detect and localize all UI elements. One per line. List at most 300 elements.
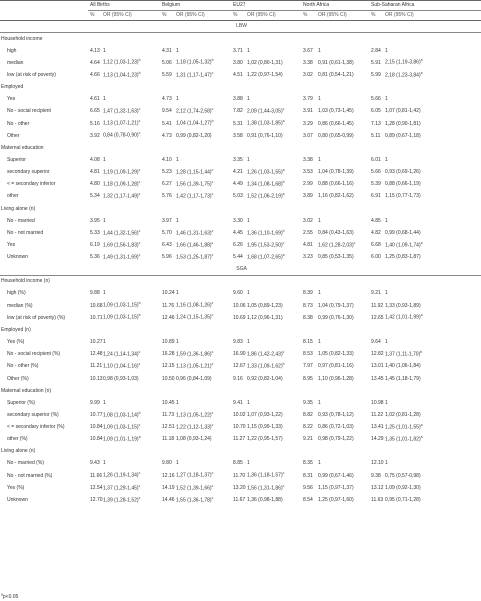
percent-cell (88, 239, 101, 251)
percent-cell (88, 349, 101, 361)
pct-header: % (369, 11, 383, 21)
cell-value: 5.66 (371, 96, 381, 103)
cell-value: 0,89 (0,67-1,18) (385, 132, 421, 139)
percent-cell (301, 130, 316, 142)
cell-value: 1 (176, 399, 179, 406)
or-ci-cell (245, 470, 301, 482)
cell-value: 1,16 (0,82-1,62) (318, 193, 354, 200)
significance-marker: c (211, 410, 214, 415)
cell-value: 6.43 (162, 242, 172, 249)
percent-cell (231, 69, 245, 81)
percent-cell (231, 397, 245, 409)
significance-marker: c (282, 349, 285, 354)
cell-value: 5.66 (371, 169, 381, 176)
or-ci-cell (316, 434, 369, 446)
table-row (0, 482, 481, 494)
cell-value: 7.82 (233, 108, 243, 115)
or-ci-cell (174, 94, 231, 106)
row-label: No - married (%) (7, 460, 44, 467)
cell-value: 1 (103, 290, 106, 297)
percent-cell (301, 69, 316, 81)
percent-cell (369, 422, 383, 434)
cell-value: 2,18 (1,23-3,84) (385, 72, 421, 79)
percent-cell (88, 154, 101, 166)
percent-cell (301, 422, 316, 434)
cell-value: 4.66 (90, 71, 100, 78)
footnote (1, 594, 18, 600)
cell-value: 5.33 (90, 229, 100, 236)
group-header-label: Belgium (162, 2, 181, 8)
or-ci-cell (174, 45, 231, 57)
row-label: high (7, 47, 17, 54)
variable-group-row (0, 203, 481, 215)
or-ci-cell (101, 397, 160, 409)
cell-value: 11.27 (233, 436, 246, 443)
cell-value: 0,84 (0,43-1,63) (318, 229, 354, 236)
significance-marker: c (211, 301, 214, 306)
cell-value: 1,56 (1,39-1,75) (176, 181, 212, 188)
cell-value: 4.73 (162, 96, 172, 103)
percent-cell (160, 470, 174, 482)
cell-value: 1 (318, 338, 321, 345)
cell-value: 1,09 (1,03-1,15) (103, 302, 139, 309)
cell-value: 1,37 (1,11-1,70) (385, 351, 421, 358)
significance-marker: c (138, 119, 141, 124)
or-ci-cell (101, 94, 160, 106)
cell-value: 1 (385, 399, 388, 406)
or-ci-cell (383, 288, 481, 300)
significance-marker: b (211, 58, 214, 63)
cell-value: 1,15 (0,77-1,73) (385, 193, 421, 200)
cell-value: 1,31 (1,17-1,47) (176, 72, 212, 79)
significance-marker: a (138, 434, 141, 439)
or-ci-cell (383, 373, 481, 385)
cell-value: 1,08 (0,93-1,24) (176, 436, 212, 443)
or-ci-cell (174, 118, 231, 130)
or-ci-cell (383, 167, 481, 179)
percent-cell (369, 179, 383, 191)
percent-cell (369, 239, 383, 251)
or-ci-cell (383, 422, 481, 434)
or-ci-cell (101, 409, 160, 421)
percent-cell (369, 312, 383, 324)
cell-value: 1,55 (1,36-1,78) (176, 497, 212, 504)
percent-cell (369, 94, 383, 106)
or-ci-cell (101, 494, 160, 506)
cell-value: 6.05 (371, 108, 381, 115)
or-ci-cell (316, 130, 369, 142)
cell-value: 9.99 (90, 399, 100, 406)
significance-marker: c (282, 483, 285, 488)
cell-value: 1,25 (0,83-1,87) (385, 254, 421, 261)
percent-cell (231, 361, 245, 373)
cell-value: 12.67 (233, 363, 246, 370)
cell-value: 11.21 (90, 363, 103, 370)
cell-value: 9.21 (303, 436, 313, 443)
or-ci-cell (316, 361, 369, 373)
table-row (0, 252, 481, 264)
significance-marker: a (282, 252, 285, 257)
cell-value: 1,25 (0,97-1,60) (318, 497, 354, 504)
cell-value: 1,28 (0,90-1,81) (385, 120, 421, 127)
or-ci-cell (316, 336, 369, 348)
cell-value: 5.06 (162, 59, 172, 66)
cell-value: 0,91 (0,76-1,10) (247, 132, 283, 139)
percent-cell (88, 215, 101, 227)
significance-marker: c (282, 240, 285, 245)
cell-value: 4.82 (371, 229, 381, 236)
or-ci-cell (101, 361, 160, 373)
cell-value: 1,03 (0,73-1,45) (318, 108, 354, 115)
cell-value: 1,08 (1,03-1,14) (103, 412, 139, 419)
significance-marker: c (211, 471, 214, 476)
cell-value: 5.59 (162, 71, 172, 78)
significance-marker: c (138, 495, 141, 500)
cell-value: 1 (247, 217, 250, 224)
cell-value: 4.85 (371, 217, 381, 224)
cell-value: 0,84 (0,78-0,90) (103, 133, 139, 140)
cell-value: 1,10 (1,04-1,16) (103, 363, 139, 370)
cell-value: 1,69 (1,56-1,83) (103, 242, 139, 249)
or-ci-cell (316, 69, 369, 81)
cell-value: 1,15 (0,99-1,33) (247, 424, 283, 431)
cell-value: 1,86 (1,42-2,43) (247, 351, 283, 358)
cell-value: 5.03 (233, 193, 243, 200)
or-ci-cell (316, 215, 369, 227)
cell-value: 13.01 (371, 363, 384, 370)
percent-cell (301, 494, 316, 506)
percent-cell (231, 215, 245, 227)
cell-value: 1 (247, 156, 250, 163)
cell-value: 1 (103, 217, 106, 224)
group-header-label: Sub-Saharan Africa (371, 2, 415, 8)
percent-cell (369, 409, 383, 421)
cell-value: 9.38 (371, 472, 381, 479)
cell-value: 1,13 (1,07-1,21) (103, 120, 139, 127)
cell-value: 1,12 (0,96-1,31) (247, 314, 283, 321)
or-ci-cell (101, 300, 160, 312)
significance-marker: c (282, 471, 285, 476)
or-ci-cell (245, 69, 301, 81)
percent-cell (231, 312, 245, 324)
cell-value: 1 (385, 217, 388, 224)
or-ci-cell (245, 191, 301, 203)
percent-cell (88, 167, 101, 179)
percent-cell (369, 482, 383, 494)
cell-value: 10.71 (90, 314, 103, 321)
cell-value: 3.88 (233, 96, 243, 103)
cell-value: 1,56 (1,31-1,86) (247, 485, 283, 492)
table-row (0, 118, 481, 130)
or-ci-cell (101, 130, 160, 142)
or-ci-cell (174, 361, 231, 373)
percent-cell (369, 215, 383, 227)
or-ci-cell (101, 215, 160, 227)
cell-value: 5.36 (90, 254, 100, 261)
or-ci-cell (316, 397, 369, 409)
cell-value: 1 (385, 338, 388, 345)
cell-value: 1 (318, 217, 321, 224)
cell-value: 9.64 (371, 338, 381, 345)
cell-value: 3.02 (303, 71, 313, 78)
percent-cell (160, 336, 174, 348)
or-header: OR (95% CI) (174, 11, 231, 21)
row-label: low (at risk of poverty) (7, 71, 56, 78)
significance-marker: c (138, 422, 141, 427)
percent-cell (369, 397, 383, 409)
cell-value: 3.02 (303, 217, 313, 224)
or-ci-cell (174, 252, 231, 264)
or-ci-cell (316, 154, 369, 166)
cell-value: 4.61 (90, 96, 100, 103)
cell-value: 1,59 (1,36-1,86) (176, 351, 212, 358)
table-row (0, 458, 481, 470)
or-ci-cell (245, 227, 301, 239)
percent-cell (301, 409, 316, 421)
cell-value: 0,93 (0,78-1,12) (318, 411, 354, 418)
cell-value: 1 (247, 338, 250, 345)
or-ci-cell (316, 482, 369, 494)
percent-cell (231, 434, 245, 446)
cell-value: 11.92 (371, 302, 384, 309)
cell-value: 10.50 (162, 375, 175, 382)
cell-value: 4.51 (233, 71, 243, 78)
cell-value: 1,95 (1,53-2,50) (247, 242, 283, 249)
cell-value: 2.99 (303, 181, 313, 188)
table-row (0, 300, 481, 312)
percent-cell (231, 288, 245, 300)
or-header: OR (95% CI) (316, 11, 369, 21)
cell-value: 3.95 (90, 217, 100, 224)
percent-cell (231, 373, 245, 385)
cell-value: 3.38 (303, 59, 313, 66)
cell-value: 16.90 (233, 351, 246, 358)
cell-value: 0,99 (0,76-1,30) (318, 314, 354, 321)
significance-marker: a (420, 434, 423, 439)
percent-cell (231, 300, 245, 312)
cell-value: 1,10 (0,96-1,28) (318, 375, 354, 382)
or-ci-cell (316, 422, 369, 434)
variable-group-title: Maternal education (1, 144, 44, 151)
or-ci-cell (101, 349, 160, 361)
percent-cell (160, 494, 174, 506)
significance-marker: a (420, 240, 423, 245)
percent-cell (160, 373, 174, 385)
cell-value: 10.45 (162, 399, 175, 406)
cell-value: 1,44 (1,32-1,56) (103, 230, 139, 237)
cell-value: 8.35 (303, 460, 313, 467)
percent-cell (160, 482, 174, 494)
cell-value: 9.60 (233, 290, 243, 297)
header-corner (0, 1, 88, 11)
percent-cell (160, 179, 174, 191)
table-row (0, 167, 481, 179)
cell-value: 1,05 (0,82-1,33) (318, 351, 354, 358)
or-ci-cell (245, 494, 301, 506)
cell-value: 0,99 (0,67-1,46) (318, 472, 354, 479)
row-label: median (%) (7, 302, 33, 309)
table-body (0, 21, 481, 507)
percent-cell (88, 118, 101, 130)
percent-cell (160, 154, 174, 166)
cell-value: 8.15 (303, 338, 313, 345)
or-ci-cell (245, 397, 301, 409)
significance-marker: c (138, 167, 141, 172)
cell-value: 1 (318, 460, 321, 467)
row-label: Superior (7, 156, 26, 163)
or-ci-cell (316, 349, 369, 361)
variable-group-title: Maternal education (n) (1, 387, 52, 394)
cell-value: 1,22 (1,12-1,33) (176, 424, 212, 431)
cell-value: 1 (176, 156, 179, 163)
or-ci-cell (245, 94, 301, 106)
or-ci-cell (383, 349, 481, 361)
or-ci-cell (245, 288, 301, 300)
cell-value: 1,36 (1,18-1,57) (247, 472, 283, 479)
significance-marker: a (420, 313, 423, 318)
cell-value: 1 (176, 217, 179, 224)
percent-cell (301, 45, 316, 57)
percent-cell (301, 167, 316, 179)
variable-group-title: Household income (1, 35, 43, 42)
cell-value: 6.68 (371, 242, 381, 249)
or-ci-cell (101, 373, 160, 385)
or-ci-cell (101, 470, 160, 482)
or-ci-cell (316, 227, 369, 239)
percent-cell (301, 434, 316, 446)
or-ci-cell (245, 252, 301, 264)
significance-marker: c (211, 107, 214, 112)
or-ci-cell (245, 373, 301, 385)
percent-cell (160, 167, 174, 179)
or-ci-cell (101, 434, 160, 446)
significance-marker: b (282, 228, 285, 233)
table-row (0, 397, 481, 409)
cell-value: 3.79 (303, 96, 313, 103)
or-ci-cell (174, 227, 231, 239)
percent-cell (160, 191, 174, 203)
or-ci-cell (383, 397, 481, 409)
or-ci-cell (383, 154, 481, 166)
or-ci-cell (245, 45, 301, 57)
cell-value: 1,37 (1,29-1,45) (103, 485, 139, 492)
cell-value: 9.41 (233, 399, 243, 406)
percent-cell (160, 458, 174, 470)
variable-group-row (0, 82, 481, 94)
cell-value: 2,12 (1,74-2,58) (176, 108, 212, 115)
percent-cell (301, 288, 316, 300)
cell-value: 12.70 (90, 497, 103, 504)
cell-value: 13.45 (371, 375, 384, 382)
or-ci-cell (101, 422, 160, 434)
group-header-row (0, 1, 481, 11)
or-ci-cell (245, 482, 301, 494)
cell-value: 6.27 (162, 181, 172, 188)
percent-cell (369, 470, 383, 482)
percent-cell (88, 409, 101, 421)
cell-value: 10.84 (90, 436, 103, 443)
cell-value: 1 (247, 96, 250, 103)
or-ci-cell (383, 45, 481, 57)
or-header: OR (95% CI) (383, 11, 481, 21)
variable-group-title: Living alone (n) (1, 205, 36, 212)
percent-cell (301, 179, 316, 191)
table-row (0, 227, 481, 239)
cell-value: 0,98 (0,93-1,03) (103, 375, 139, 382)
percent-cell (88, 397, 101, 409)
percent-cell (369, 252, 383, 264)
group-header (160, 1, 231, 11)
or-ci-cell (101, 179, 160, 191)
subheader-row (0, 11, 481, 21)
or-ci-cell (174, 409, 231, 421)
row-label: secondary superior (7, 169, 50, 176)
percent-cell (231, 118, 245, 130)
pct-header: % (301, 11, 316, 21)
percent-cell (88, 179, 101, 191)
cell-value: 4.64 (90, 59, 100, 66)
cell-value: 1,40 (1,06-1,84) (385, 363, 421, 370)
cell-value: 6.19 (90, 242, 100, 249)
cell-value: 11.18 (162, 436, 175, 443)
percent-cell (231, 179, 245, 191)
cell-value: 12.16 (162, 472, 175, 479)
row-label: median (7, 59, 24, 66)
cell-value: 1,52 (1,39-1,66) (176, 485, 212, 492)
or-ci-cell (245, 300, 301, 312)
table-row (0, 494, 481, 506)
percent-cell (301, 361, 316, 373)
cell-value: 3.80 (233, 59, 243, 66)
percent-cell (160, 300, 174, 312)
or-ci-cell (174, 434, 231, 446)
cell-value: 12.82 (371, 351, 384, 358)
significance-marker: c (211, 179, 214, 184)
or-ci-cell (174, 106, 231, 118)
footnote-text: p<0.05 (2, 594, 19, 600)
table-row (0, 312, 481, 324)
cell-value: 1,09 (0,92-1,30) (385, 484, 421, 491)
cell-value: 10.84 (90, 424, 103, 431)
percent-cell (231, 45, 245, 57)
percent-cell (160, 409, 174, 421)
percent-cell (231, 239, 245, 251)
cell-value: 1,15 (0,97-1,37) (318, 484, 354, 491)
cell-value: 6.91 (371, 193, 381, 200)
percent-cell (88, 69, 101, 81)
pct-header: % (231, 11, 245, 21)
significance-marker: b (211, 119, 214, 124)
row-label: Yes (%) (7, 338, 25, 345)
section-title: SGA (0, 264, 481, 276)
percent-cell (231, 191, 245, 203)
cell-value: 0,92 (0,82-1,04) (247, 375, 283, 382)
cell-value: 1,35 (1,01-1,82) (385, 436, 421, 443)
percent-cell (160, 227, 174, 239)
or-ci-cell (101, 252, 160, 264)
significance-marker: c (138, 107, 141, 112)
cell-value: 5.96 (162, 254, 172, 261)
cell-value: 4.21 (233, 169, 243, 176)
table-row (0, 106, 481, 118)
cell-value: 10.70 (233, 424, 246, 431)
cell-value: 4.13 (90, 47, 100, 54)
significance-marker: a (282, 167, 285, 172)
or-ci-cell (101, 482, 160, 494)
cell-value: 8.54 (303, 497, 313, 504)
or-ci-cell (174, 167, 231, 179)
table-row (0, 361, 481, 373)
